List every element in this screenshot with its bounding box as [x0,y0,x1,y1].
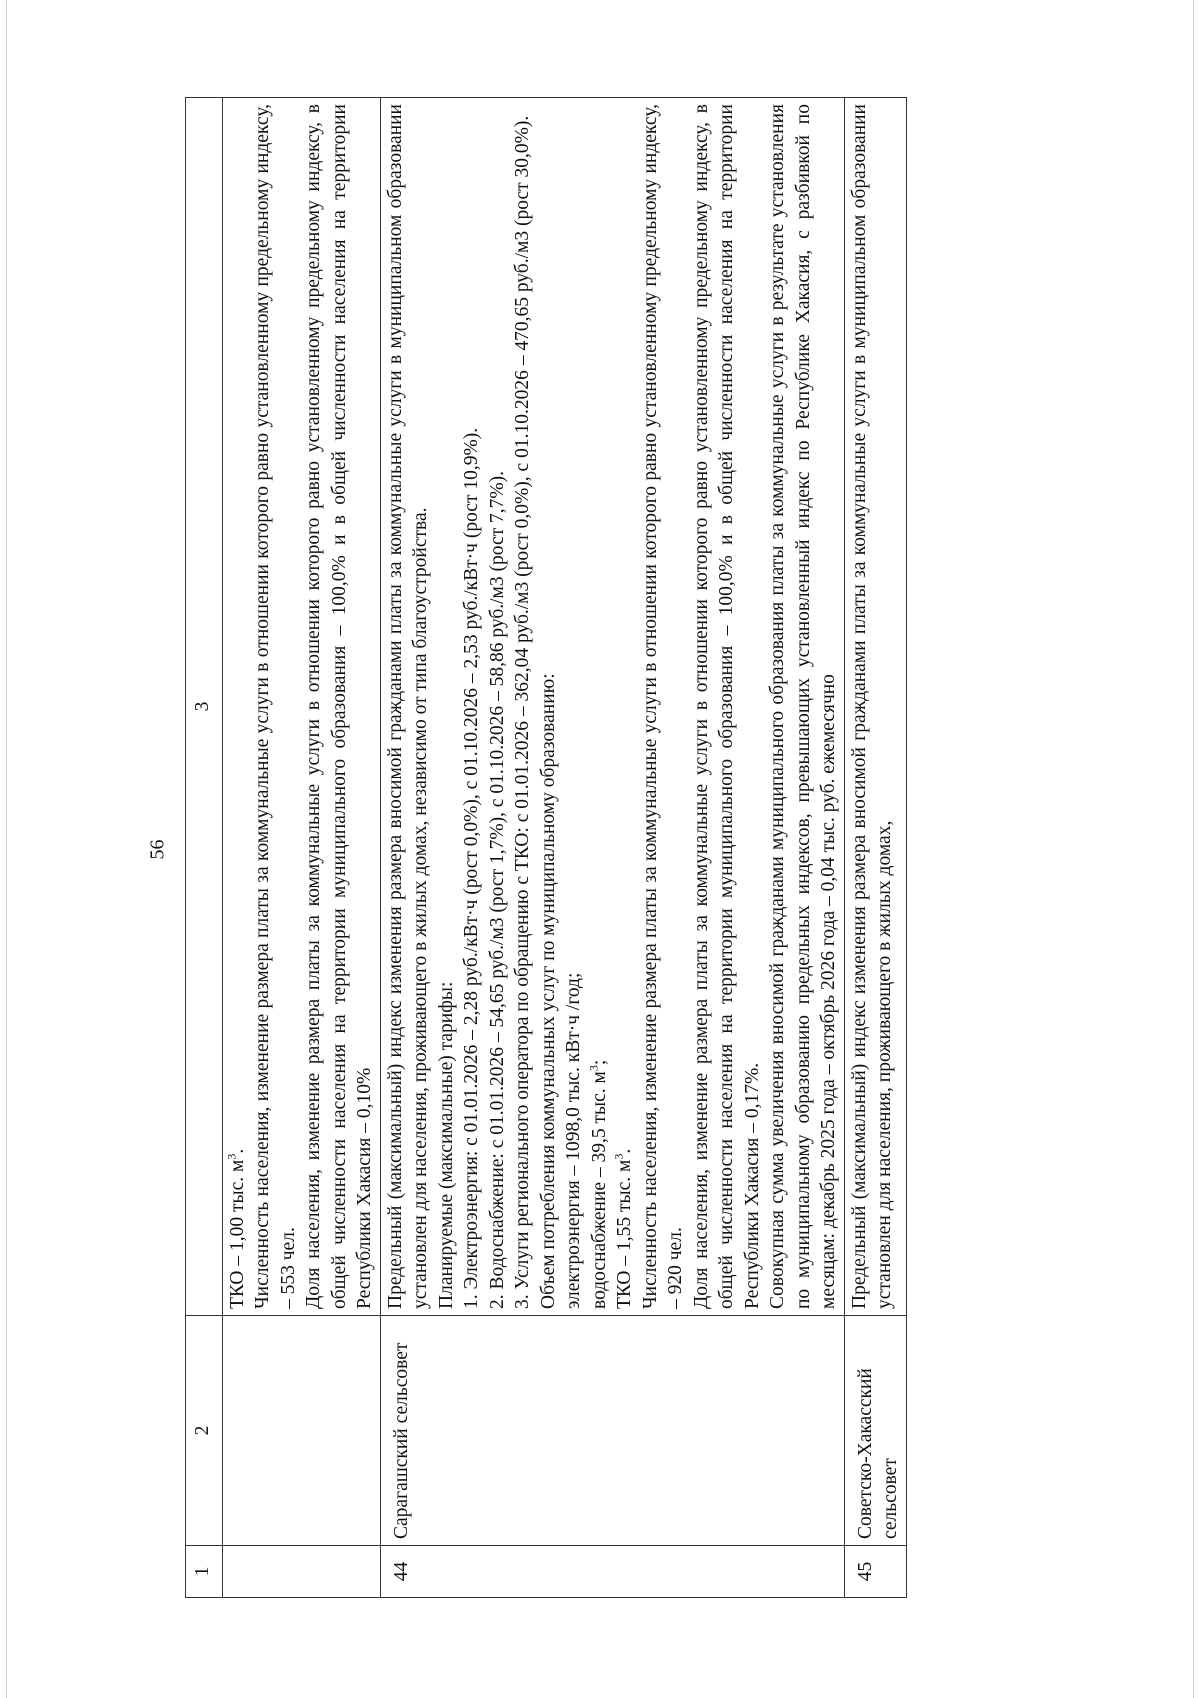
municipality-name: Советско-Хакасский сельсовет [844,1316,906,1546]
page-number: 56 [146,839,169,860]
detail-line: ТКО – 1,55 тыс. $м^3$. [611,1148,635,1309]
municipality-name: Сарагашский сельсовет [380,1316,844,1546]
table-row [380,98,844,1598]
header-col-2: 2 [186,1316,223,1546]
detail-line: Численность населения, изменение размера платы за коммунальные услуги в отношении которого равно установленному предельному индексу, – 553 чел. [252,104,299,1309]
row-number: 44 [380,1546,844,1598]
table-row [222,98,380,1598]
detail-line: электроэнергия – 1098,0 тыс. кВт·ч /год; [563,972,584,1309]
detail-line: Совокупная сумма увеличения вносимой гражданами муниципального образования платы за коммунальные услуги в результате установления по муниципальному образованию предельных индексов, превышающих установленный индекс по Республике Хакасия, с разбивкой по месяцам: декабрь 2025 года – октябрь 2026 года – 0,04 тыс. руб. ежемесячно [767,104,839,1309]
detail-line: ТКО – 1,00 тыс. $м^3$. [224,1148,248,1309]
detail-line: водоснабжение – 39,5 тыс. $м^3$; [586,1059,610,1309]
table-row [844,98,906,1598]
detail-line: Численность населения, изменение размера платы за коммунальные услуги в отношении которого равно установленному предельному индексу, – 920 чел. [639,104,686,1309]
detail-line: Доля населения, изменение размера платы за коммунальные услуги в отношении которого равно установленному предельному индексу, в общей численности населения на территории муниципального образования – 100,0% и в общей численности населения на территории Республики Хакасия – 0,17%. [690,104,763,1309]
municipality-name [222,1316,380,1546]
scan-edge-left [6,0,7,1698]
detail-line: 1. Электроэнергия: с 01.01.2026 – 2,28 руб./кВт·ч (рост 0,0%), с 01.10.2026 – 2,53 руб./кВт·ч (рост 10,9%). [461,427,482,1309]
detail-line: 3. Услуги регионального оператора по обращению с ТКО: с 01.01.2026 – 362,04 руб./м3 (рост 0,0%), с 01.10.2026 – 470,65 руб./м3 (рост 30,0%). [512,115,533,1309]
header-col-3: 3 [186,98,223,1316]
row-details [844,98,906,1316]
detail-line: Планируемые (максимальные) тарифы: [435,981,457,1309]
detail-line: Доля населения, изменение размера платы за коммунальные услуги в отношении которого равно установленному предельному индексу, в общей численности населения на территории муниципального образования – 100,0% и в общей численности населения на территории Республики Хакасия – 0,10% [303,104,375,1309]
row-number: 45 [844,1546,906,1598]
detail-line: Предельный (максимальный) индекс изменения размера вносимой гражданами платы за коммунальные услуги в муниципальном образовании установлен для населения, проживающего в жилых домах, [848,104,895,1309]
row-number [222,1546,380,1598]
header-col-1: 1 [186,1546,223,1598]
header-row [186,98,223,1598]
municipal-tariff-table [185,97,907,1598]
row-details [380,98,844,1316]
rotated-table-wrapper [185,98,1085,1598]
detail-line: Предельный (максимальный) индекс изменения размера вносимой гражданами платы за коммунальные услуги в муниципальном образовании установлен для населения, проживающего в жилых домах, независимо от типа благоустройства. [384,104,431,1309]
detail-line: 2. Водоснабжение: с 01.01.2026 – 54,65 руб./м3 (рост 1,7%), с 01.10.2026 – 58,86 руб./м3 (рост 7,7%). [486,470,508,1309]
scan-edge-right [1193,0,1194,1698]
detail-line: Объем потребления коммунальных услуг по муниципальному образованию: [537,673,559,1309]
row-details [222,98,380,1316]
